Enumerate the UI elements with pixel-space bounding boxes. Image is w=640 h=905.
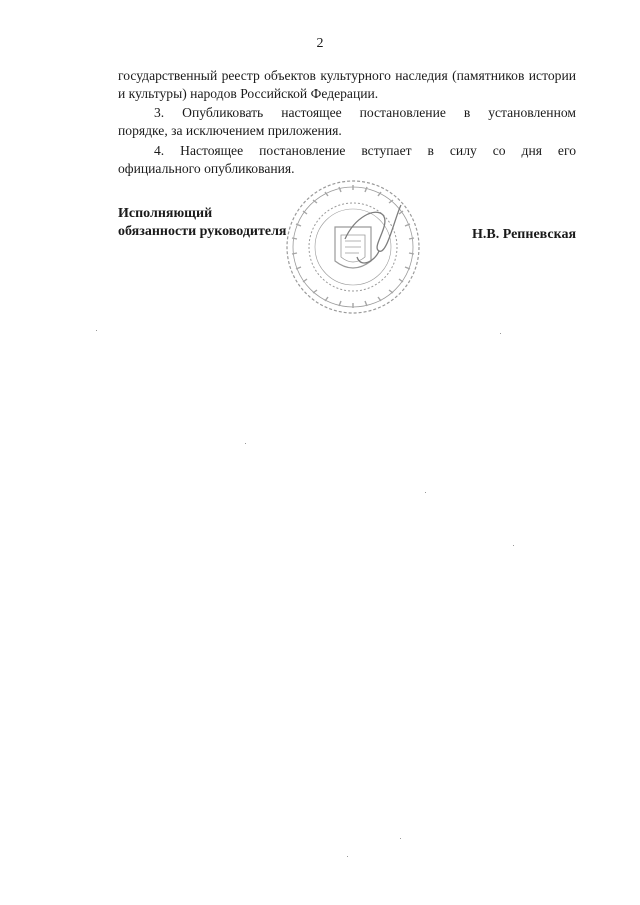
scan-speck xyxy=(347,856,348,857)
scan-speck xyxy=(513,545,514,546)
paragraph-line: порядке, за исключением приложения. xyxy=(118,122,342,138)
official-seal-icon xyxy=(283,177,423,317)
scan-speck xyxy=(96,330,97,331)
signatory-name: Н.В. Репневская xyxy=(472,227,577,242)
paragraph-line: государственный реестр объектов культурного наследия (памятников истории xyxy=(118,68,576,83)
signatory-title-line: Исполняющий xyxy=(118,206,213,221)
paragraph-line: и культуры) народов Российской Федерации. xyxy=(118,85,379,101)
scan-speck xyxy=(500,333,501,334)
signatory-title xyxy=(118,205,287,241)
page-number: 2 xyxy=(316,36,324,51)
scan-speck xyxy=(245,443,246,444)
paragraph-line: 4. Настоящее постановление вступает в силу со дня его xyxy=(154,143,576,158)
paragraph-publish xyxy=(118,104,576,139)
paragraph-effective xyxy=(118,142,576,177)
signatory-title-line: обязанности руководителя xyxy=(118,224,287,239)
paragraph-registry xyxy=(118,67,576,102)
paragraph-line: 3. Опубликовать настоящее постановление в установленном xyxy=(154,105,576,120)
paragraph-line: официального опубликования. xyxy=(118,160,295,176)
scan-speck xyxy=(425,492,426,493)
scan-speck xyxy=(400,838,401,839)
